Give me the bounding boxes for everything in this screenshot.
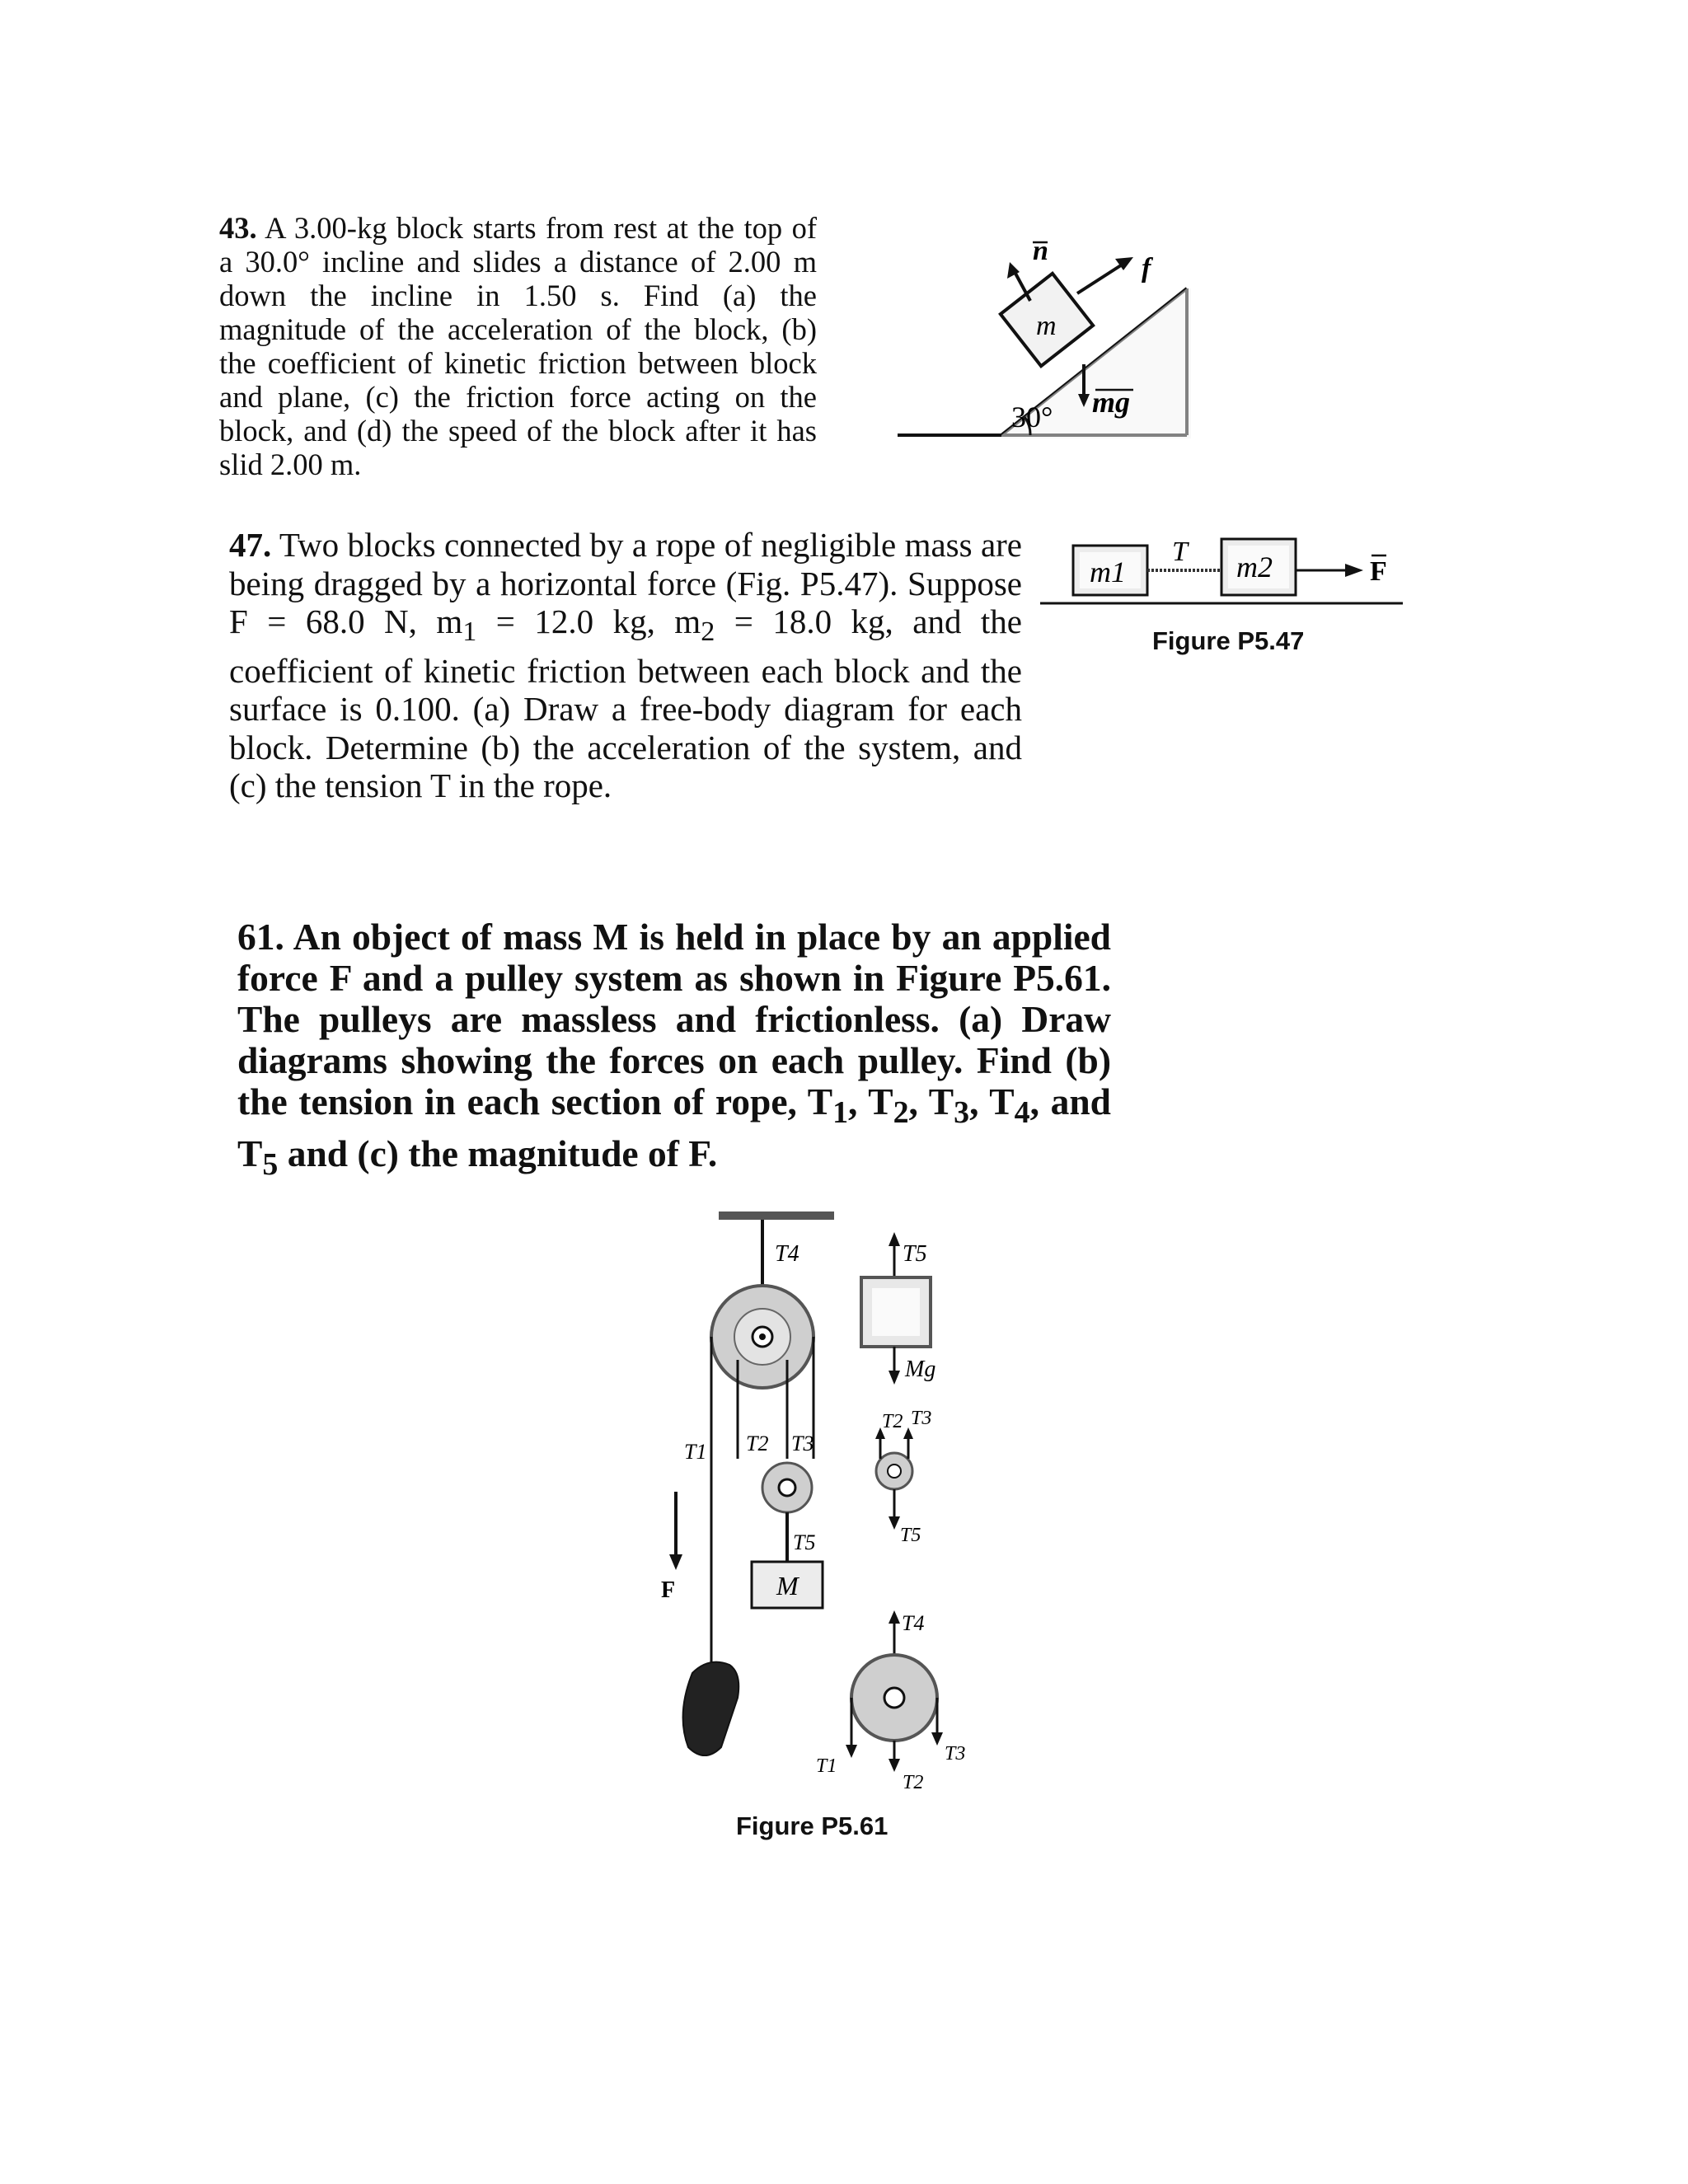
problem-61-text-a: An object of mass M is held in place by an applied force F and a pulley system as shown in Figure P5.61. The pulleys are massless and frictionless. (a) Draw diagrams showing the forces on each pulley. Find (b) the tension in each section of rope, T (237, 916, 1111, 1122)
tension-label: T (1172, 537, 1188, 567)
label-t2-fbd2: T2 (903, 1772, 924, 1793)
figure-p547-caption: Figure P5.47 (1152, 626, 1305, 655)
sub-t3: 3 (954, 1095, 970, 1131)
force-label: F (1370, 556, 1387, 587)
label-t2-left: T2 (746, 1432, 769, 1455)
problem-61 (237, 916, 1111, 1185)
hand-icon (683, 1662, 739, 1755)
problem-43-number: 43. (219, 211, 257, 245)
friction-label: f (1142, 253, 1151, 284)
c3: , T (969, 1080, 1015, 1122)
angle-label: 30° (1011, 401, 1053, 434)
sub-1: 1 (462, 616, 477, 648)
label-t4-left: T4 (775, 1241, 799, 1267)
figure-p561 (643, 1212, 989, 1813)
problem-61-number: 61. (237, 916, 284, 958)
problem-47 (229, 526, 1022, 805)
c2: , T (908, 1080, 954, 1122)
label-t2-fbd: T2 (882, 1411, 903, 1432)
label-t5-fbd: T5 (903, 1241, 927, 1267)
problem-43-text: A 3.00-kg block starts from rest at the top of a 30.0° incline and slides a distance of 2.00 m down the incline in 1.50 s. Find (a) the magnitude of the acceleration of the block, (b) the coefficient of kinetic friction between block and plane, (c) the friction force acting on the block, and (d) the speed of the block after it has slid 2.00 m. (219, 211, 817, 481)
m1-label: m1 (1090, 555, 1126, 588)
problem-47-text-a: Two blocks connected by a rope of negligible mass are being dragged by a horizontal force (Fig. P5.47). Suppose F = 68.0 N, m (229, 526, 1022, 640)
problem-43 (219, 211, 817, 481)
mass-label: m (1036, 311, 1057, 341)
label-mg: Mg (905, 1357, 936, 1382)
label-t1-left: T1 (684, 1440, 707, 1464)
sub-t1: 1 (832, 1095, 849, 1131)
label-t4-fbd: T4 (902, 1611, 925, 1635)
c4: , and T (237, 1080, 1111, 1175)
normal-label: n (1033, 236, 1048, 266)
problem-61-text-b: and (c) the magnitude of F. (278, 1132, 718, 1175)
figure-p561-caption: Figure P5.61 (736, 1811, 889, 1840)
label-t5-left: T5 (793, 1530, 816, 1554)
figure-p547 (1040, 527, 1419, 618)
label-t3-fbd2: T3 (945, 1743, 966, 1765)
problem-47-text-b: = 12.0 kg, m (476, 602, 701, 640)
sub-2: 2 (701, 616, 715, 648)
problem-47-text-c: = 18.0 kg, and the coefficient of kinetic friction between each block and the surface is 0.100. (a) Draw a free-body diagram for each block. Determine (b) the acceleration of the system, and (c) the tension T in the rope. (229, 602, 1022, 805)
c1: , T (848, 1080, 893, 1122)
label-t3-fbd: T3 (911, 1408, 932, 1429)
sub-t4: 4 (1014, 1095, 1030, 1131)
mass-label: M (776, 1571, 799, 1601)
f-label: F (661, 1577, 676, 1603)
problem-47-number: 47. (229, 526, 272, 564)
label-t5-fbd2: T5 (900, 1525, 921, 1546)
label-t1-fbd: T1 (816, 1755, 837, 1777)
label-t3-left: T3 (791, 1432, 814, 1455)
weight-label: mg (1092, 386, 1131, 419)
m2-label: m2 (1236, 551, 1273, 583)
sub-t2: 2 (893, 1095, 909, 1131)
sub-t5: 5 (262, 1147, 279, 1183)
incline-figure (894, 231, 1224, 445)
